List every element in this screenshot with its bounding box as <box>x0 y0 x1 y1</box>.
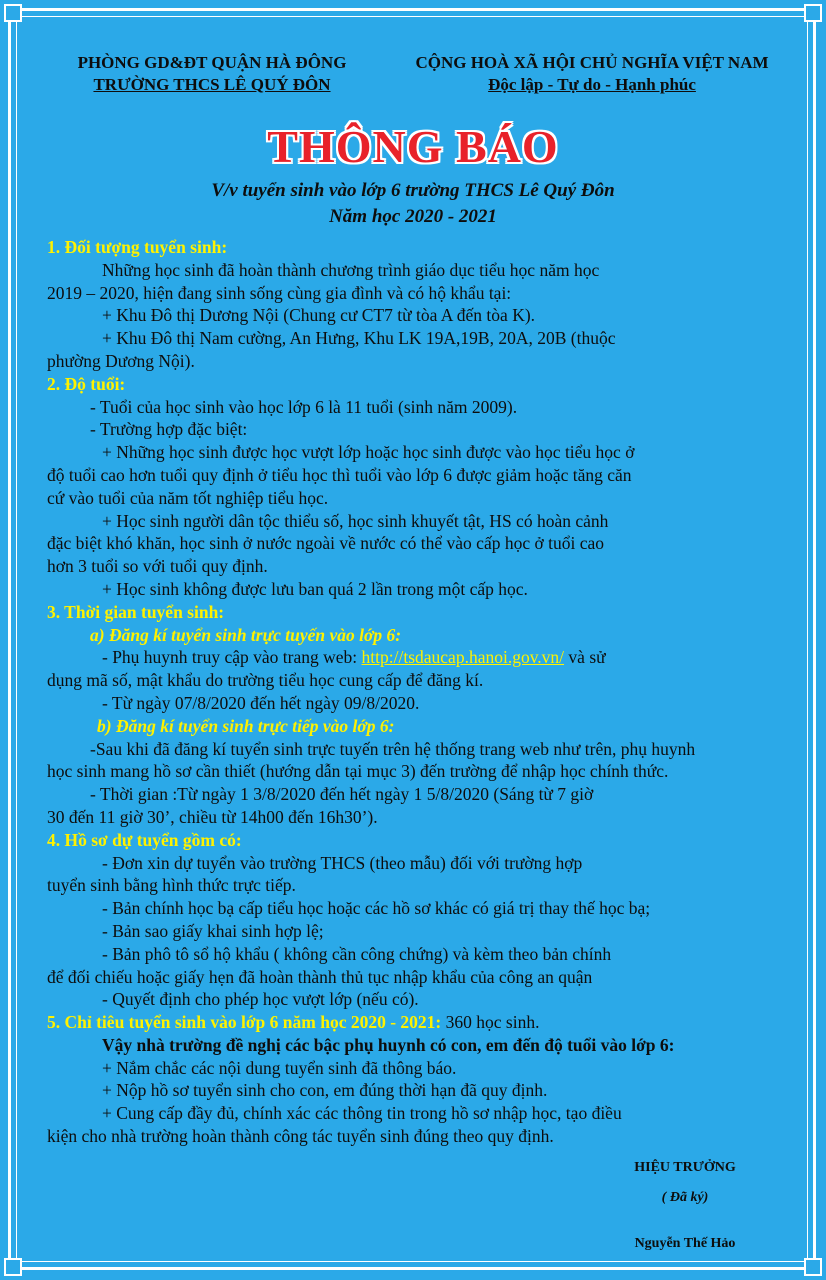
section-1-line: + Khu Đô thị Nam cường, An Hưng, Khu LK 19A,19B, 20A, 20B (thuộc <box>102 328 616 349</box>
section-4-line: tuyển sinh bằng hình thức trực tiếp. <box>47 875 296 896</box>
subtitle-school-year: Năm học 2020 - 2021 <box>329 206 497 227</box>
section-3-line <box>47 646 787 669</box>
section-5-line: + Cung cấp đầy đủ, chính xác các thông tin trong hồ sơ nhập học, tạo điều <box>102 1103 622 1124</box>
subtitle-subject: V/v tuyển sinh vào lớp 6 trường THCS Lê Quý Đôn <box>211 180 615 201</box>
national-motto: Độc lập - Tự do - Hạnh phúc <box>488 75 696 94</box>
section-2-line: + Những học sinh được học vượt lớp hoặc học sinh được vào học tiểu học ở <box>102 442 635 463</box>
section-3-line: dụng mã số, mật khẩu do trường tiểu học cung cấp để đăng kí. <box>47 670 484 691</box>
section-3-line: 30 đến 11 giờ 30’, chiều từ 14h00 đến 16h30’). <box>47 806 378 827</box>
section-2-line: cứ vào tuổi của năm tốt nghiệp tiểu học. <box>47 487 329 508</box>
section-4-line: - Bản sao giấy khai sinh hợp lệ; <box>102 920 324 941</box>
notice-body <box>47 236 787 1148</box>
page-title: THÔNG BÁO <box>267 121 559 172</box>
section-4-line: - Đơn xin dự tuyển vào trường THCS (theo mẫu) đối với trường hợp <box>102 852 583 873</box>
section-3-line: học sinh mang hồ sơ cần thiết (hướng dẫn tại mục 3) đến trường để nhập học chính thức. <box>47 761 669 782</box>
section-4-line: - Bản chính học bạ cấp tiểu học hoặc các hồ sơ khác có giá trị thay thế học bạ; <box>102 898 651 919</box>
country-name: CỘNG HOÀ XÃ HỘI CHỦ NGHĨA VIỆT NAM <box>415 53 769 72</box>
registration-link[interactable]: http://tsdaucap.hanoi.gov.vn/ <box>361 647 565 668</box>
section-4-line: để đối chiếu hoặc giấy hẹn đã hoàn thành thủ tục nhập khẩu của công an quận <box>47 966 593 987</box>
header-left <box>52 52 372 96</box>
section-3-heading: 3. Thời gian tuyển sinh: <box>47 601 225 622</box>
section-1-line: phường Dương Nội). <box>47 350 195 371</box>
section-1-line: Những học sinh đã hoàn thành chương trình giáo dục tiểu học năm học <box>102 259 600 280</box>
section-4-line: - Bản phô tô sổ hộ khẩu ( không cần công chứng) và kèm theo bản chính <box>102 943 612 964</box>
subtitle <box>0 178 826 230</box>
header-right <box>392 52 792 96</box>
section-1-line: 2019 – 2020, hiện đang sinh sống cùng gia đình và có hộ khẩu tại: <box>47 282 512 303</box>
section-3-text: - Phụ huynh truy cập vào trang web: <box>102 647 362 668</box>
section-5-line: + Nắm chắc các nội dung tuyển sinh đã thông báo. <box>102 1057 457 1078</box>
section-2-line: đặc biệt khó khăn, học sinh ở nước ngoài về nước có thể vào cấp học ở tuổi cao <box>47 533 605 554</box>
section-3-text: và sử <box>564 647 606 668</box>
section-4-heading: 4. Hồ sơ dự tuyển gồm có: <box>47 829 242 850</box>
section-3b-heading: b) Đăng kí tuyển sinh trực tiếp vào lớp 6: <box>97 715 395 736</box>
school-name: TRƯỜNG THCS LÊ QUÝ ĐÔN <box>93 75 331 94</box>
signature-status: ( Đã ký) <box>661 1190 709 1205</box>
section-3a-heading: a) Đăng kí tuyển sinh trực tuyến vào lớp 6: <box>90 624 402 645</box>
section-5-line: kiện cho nhà trường hoàn thành công tác tuyển sinh đúng theo quy định. <box>47 1126 554 1147</box>
section-2-line: - Trường hợp đặc biệt: <box>90 419 248 440</box>
section-1-line: + Khu Đô thị Dương Nội (Chung cư CT7 từ tòa A đến tòa K). <box>102 305 536 326</box>
enrollment-quota: 360 học sinh. <box>441 1012 540 1033</box>
section-2-line: + Học sinh không được lưu ban quá 2 lần trong một cấp học. <box>102 578 528 599</box>
section-2-line: độ tuổi cao hơn tuổi quy định ở tiểu học thì tuổi vào lớp 6 được giảm hoặc tăng căn <box>47 464 632 485</box>
section-4-line: - Quyết định cho phép học vượt lớp (nếu có). <box>102 989 419 1010</box>
section-3-line: - Thời gian :Từ ngày 1 3/8/2020 đến hết ngày 1 5/8/2020 (Sáng từ 7 giờ <box>90 784 594 805</box>
section-1-heading: 1. Đối tượng tuyển sinh: <box>47 237 228 257</box>
section-2-line: hơn 3 tuổi so với tuổi quy định. <box>47 556 268 577</box>
section-5-line: + Nộp hồ sơ tuyển sinh cho con, em đúng thời hạn đã quy định. <box>102 1080 548 1101</box>
section-5-line: Vậy nhà trường đề nghị các bậc phụ huynh có con, em đến độ tuổi vào lớp 6: <box>102 1034 675 1055</box>
section-2-line: - Tuổi của học sinh vào học lớp 6 là 11 tuổi (sinh năm 2009). <box>90 396 518 417</box>
signature-role: HIỆU TRƯỞNG <box>634 1160 736 1175</box>
section-2-line: + Học sinh người dân tộc thiểu số, học sinh khuyết tật, HS có hoàn cảnh <box>102 510 609 531</box>
section-5-heading-line <box>47 1011 787 1034</box>
section-3-line: -Sau khi đã đăng kí tuyển sinh trực tuyến trên hệ thống trang web như trên, phụ huynh <box>90 738 696 759</box>
section-2-heading: 2. Độ tuổi: <box>47 373 126 394</box>
section-5-heading: 5. Chỉ tiêu tuyển sinh vào lớp 6 năm học 2020 - 2021: <box>47 1012 442 1033</box>
department-name: PHÒNG GD&ĐT QUẬN HÀ ĐÔNG <box>77 53 347 72</box>
section-3-line: - Từ ngày 07/8/2020 đến hết ngày 09/8/2020. <box>102 692 420 713</box>
signature-name: Nguyễn Thế Hảo <box>634 1236 736 1251</box>
